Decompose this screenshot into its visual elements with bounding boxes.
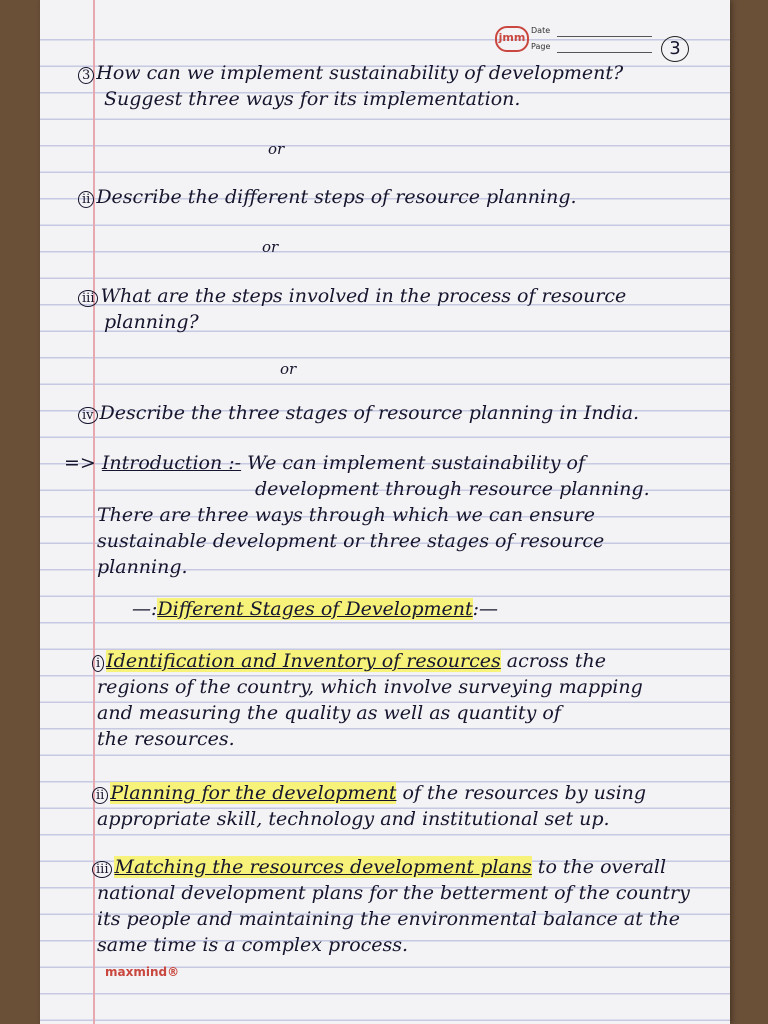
brand-logo: jmm [495, 26, 529, 52]
stage-1-line-4: the resources. [97, 728, 235, 750]
date-label: Date [531, 26, 551, 35]
answer-intro-line-2: development through resource planning. [255, 478, 650, 500]
notebook-page [40, 0, 730, 1024]
or-separator-3: or [280, 360, 297, 378]
intro-label: Introduction :- [101, 452, 242, 474]
question-1-line-1: 3 How can we implement sustainability of development? [78, 62, 623, 84]
question-1-line-2: Suggest three ways for its implementation. [104, 88, 521, 110]
question-4-number: iv [78, 407, 98, 424]
page-label: Page [531, 42, 551, 51]
stage-3-line-3: its people and maintaining the environmental balance at the [97, 908, 681, 930]
stage-2-number: ii [92, 787, 108, 804]
stages-heading: —:Different Stages of Development:— [132, 598, 499, 620]
stage-1-number: i [92, 655, 104, 672]
stage-3-number: iii [92, 861, 112, 878]
question-3-line-2: planning? [104, 311, 199, 333]
question-3-number: iii [78, 290, 98, 307]
stage-3-line-4: same time is a complex process. [97, 934, 409, 956]
stage-3-line-1: iii Matching the resources development plans to the overall [92, 856, 666, 878]
page-line [557, 52, 652, 53]
answer-intro-line-5: planning. [97, 556, 188, 578]
maxmind-brand-logo: maxmind® [105, 965, 180, 979]
question-4-line-1: iv Describe the three stages of resource planning in India. [78, 402, 639, 424]
stage-1-line-1: i Identification and Inventory of resources across the [92, 650, 606, 672]
question-2-number: ii [78, 191, 94, 208]
stage-1-line-2: regions of the country, which involve surveying mapping [97, 676, 643, 698]
stage-2-line-2: appropriate skill, technology and institutional set up. [97, 808, 610, 830]
answer-intro-line-3: There are three ways through which we can ensure [97, 504, 595, 526]
question-3-line-1: iii What are the steps involved in the process of resource [78, 285, 626, 307]
stage-2-line-1: ii Planning for the development of the resources by using [92, 782, 646, 804]
date-line [557, 36, 652, 37]
page-header [495, 22, 725, 62]
answer-intro-line-1: => Introduction :- We can implement sustainability of [64, 452, 586, 474]
answer-arrow: => [64, 452, 96, 474]
answer-intro-line-4: sustainable development or three stages of resource [97, 530, 605, 552]
page-number: 3 [661, 36, 689, 62]
question-2-line-1: ii Describe the different steps of resource planning. [78, 186, 577, 208]
or-separator-1: or [268, 140, 285, 158]
or-separator-2: or [262, 238, 279, 256]
question-1-number: 3 [78, 67, 94, 84]
stage-1-line-3: and measuring the quality as well as quantity of [97, 702, 561, 724]
stage-3-line-2: national development plans for the betterment of the country [97, 882, 690, 904]
